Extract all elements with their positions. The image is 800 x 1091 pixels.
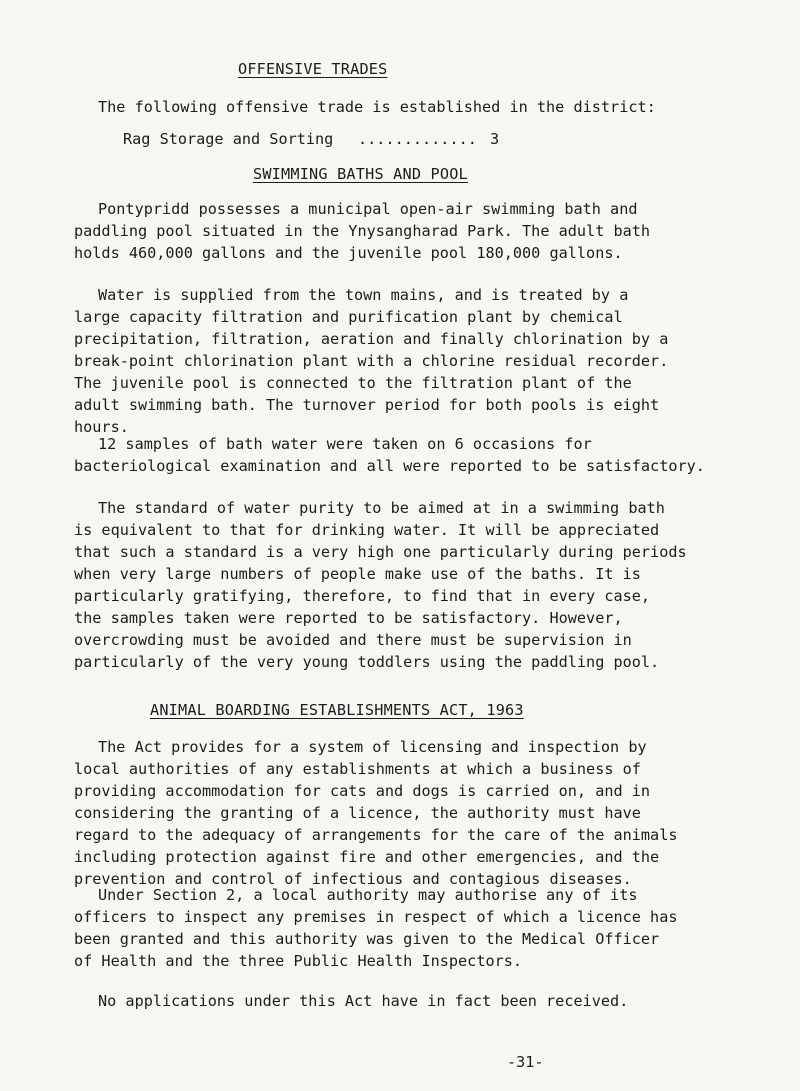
swimming-paragraph-2: Water is supplied from the town mains, and is treated by a large capacity filtration and purification plant by chemical precipitation, filtration, aeration and finally chlorination by a break-point chlorination plant with a chlorine residual recorder. The juvenile pool is connected to the filtration plant of the adult swimming bath. The turnover period for both pools is eight hours. bbox=[74, 286, 669, 436]
animal-paragraph-1: The Act provides for a system of licensing and inspection by local authorities of any establishments at which a business of providing accommodation for cats and dogs is carried on, and in considering the granting of a licence, the authority must have regard to the adequacy of arrangements for the care of the animals including protection against fire and other emergencies, and the prevention and control of infectious and contagious diseases. bbox=[74, 738, 678, 888]
swimming-paragraph-1: Pontypridd possesses a municipal open-air swimming bath and paddling pool situated in the Ynysangharad Park. The adult bath holds 460,000 gallons and the juvenile pool 180,000 gallons. bbox=[74, 200, 651, 262]
heading-swimming-baths: SWIMMING BATHS AND POOL bbox=[253, 165, 468, 183]
trade-item-count: 3 bbox=[490, 130, 500, 148]
page-number: -31- bbox=[507, 1053, 544, 1071]
swimming-paragraph-3: 12 samples of bath water were taken on 6 occasions for bacteriological examination and all were reported to be satisfactory. bbox=[74, 435, 705, 475]
swimming-paragraph-4: The standard of water purity to be aimed at in a swimming bath is equivalent to that for drinking water. It will be appreciated that such a standard is a very high one particularly during periods when very large numbers of people make use of the baths. It is particularly gratifying, therefore, to find that in every case, the samples taken were reported to be satisfactory. However, overcrowding must be avoided and there must be supervision in particularly of the very young toddlers using the paddling pool. bbox=[74, 499, 687, 671]
heading-animal-boarding: ANIMAL BOARDING ESTABLISHMENTS ACT, 1963 bbox=[150, 701, 524, 719]
animal-paragraph-2: Under Section 2, a local authority may authorise any of its officers to inspect any premises in respect of which a licence has been granted and this authority was given to the Medical Officer of Health and the three Public Health Inspectors. bbox=[74, 886, 678, 970]
trade-item-label: Rag Storage and Sorting bbox=[123, 130, 334, 148]
offensive-trades-intro: The following offensive trade is established in the district: bbox=[98, 98, 656, 116]
trade-item-leader: ............. bbox=[358, 130, 477, 148]
animal-paragraph-3: No applications under this Act have in fact been received. bbox=[98, 992, 629, 1010]
heading-offensive-trades: OFFENSIVE TRADES bbox=[238, 60, 388, 78]
